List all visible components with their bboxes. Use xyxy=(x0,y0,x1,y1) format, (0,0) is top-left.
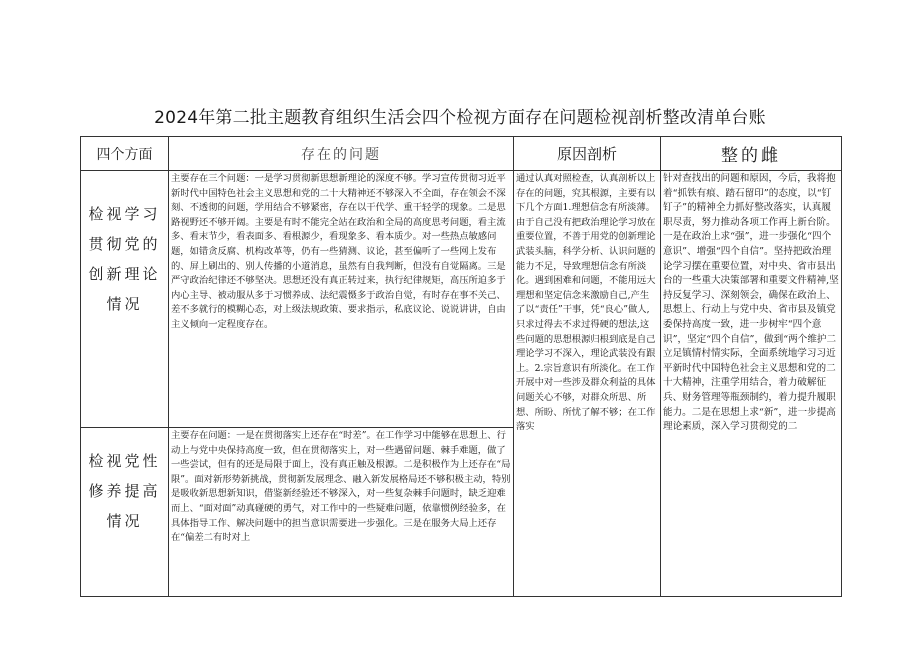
aspect-line: 检视党性 xyxy=(88,452,161,470)
issues-cell-study: 主要存在三个问题：一是学习贯彻新思想新理论的深度不够。学习宣传贯彻习近平新时代中国特色社会主义思想和党的二十大精神还不够深入不全面，存在领会不深刻、不透彻的问题，学用结合不够紧密，存在以干代学、重干轻学的现象。二是思路视野还不够开阔。主要是有时不能完全站在政治和全局的高度思考问题，看主流多、看末节少，看表面多、看根源少，看现象多、看本质少。对一些热点敏感问题，如错贪反腐、机构改革等，仍有一些猜测、议论，甚至偏听了一些网上发布的、屏上刷出的、别人传播的小道消息，虽然有自我判断，但没有自觉隔离。三是严守政治纪律还不够坚决。思想还没有真正转过来，执行纪律规矩，高压所迫多于内心主导、被动服从多于习惯养成、法纪震慑多于政治自觉，有时存在事不关己、差不多就行的模糊心态，对上级法规政策、要求指示，私底议论、说说讲讲，自由主义倾向一定程度存在。 xyxy=(169,171,514,428)
aspect-line: 情况 xyxy=(106,512,143,530)
aspect-line: 修养提高 xyxy=(88,482,161,500)
header-rectification: 整的雌 xyxy=(661,137,842,171)
rectification-table xyxy=(80,136,842,597)
header-aspect: 四个方面 xyxy=(81,137,169,171)
aspect-line: 检视学习 xyxy=(88,205,161,223)
aspect-cell-party-spirit xyxy=(81,428,169,597)
aspect-line: 贯彻党的 xyxy=(88,235,161,253)
table-row xyxy=(81,171,842,428)
header-row xyxy=(81,137,842,171)
aspect-line: 情况 xyxy=(106,295,143,313)
issues-cell-party-spirit: 主要存在问题：一是在贯彻落实上还存在“时差”。在工作学习中能够在思想上、行动上与党中央保持高度一致，但在贯彻落实上，对一些遇留问题、棘手难题，做了一些尝试，但有的还是局限于面上，没有真正触及根源。二是积极作为上还存在“局限”。面对新形势新挑战，贯彻新发展理念、融入新发展格局还不够积极主动，特别是吸收新思想新知识，借鉴新经验还不够深入，对一些复杂棘手问题时，缺乏迎难而上、“面对面”动真碰硬的勇气，对工作中的一些疑难问题，依靠惯例经验多，在具体指导工作、解决问题中的担当意识需要进一步强化。三是在服务大局上还存在“偏差二有时对上 xyxy=(169,428,514,597)
header-issues: 存在的问题 xyxy=(169,137,514,171)
aspect-cell-study xyxy=(81,171,169,428)
causes-cell: 通过认真对照检查，认真剖析以上存在的问题，究其根源，主要有以下几个方面1.理想信念有所淡薄。由于自己没有把政治理论学习放在重要位置，不善于用党的创新理论武装头脑，科学分析、认识问题的能力不足，导致理想信念有所淡化。遇到困难和问题，不能用远大理想和坚定信念来激励自己,产生了以“责任”干事，凭“良心”做人,只求过得去不求过得硬的想法,这些问题的思想根源归根到底是自己理论学习不深入，理论武装没有跟上。2.宗旨意识有所淡化。在工作开展中对一些涉及群众利益的具体问题关心不够，对群众所思、所想、所盼、所忧了解不够；在工作落实 xyxy=(514,171,661,597)
header-causes: 原因剖析 xyxy=(514,137,661,171)
aspect-line: 创新理论 xyxy=(88,265,161,283)
document-title: 2024年第二批主题教育组织生活会四个检视方面存在问题检视剖析整改清单台账 xyxy=(154,108,766,128)
rectification-cell: 针对查找出的问题和原因，今后，我将抱着“抓铁有痕、踏石留印”的态度，以“钉钉子”的精神全力抓好整改落实，认真履职尽责，努力推动各项工作再上新台阶。一是在政治上求“强”，进一步强化“四个意识”、增强“四个自信”。坚持把政治理论学习摆在重要位置，对中央、省市县出台的一些重大决策部署和重要文件精神,坚持反复学习、深刻领会，确保在政治上、思想上、行动上与党中央、省市县及镇党委保持高度一致，进一步树牢“四个意识”，坚定“四个自信”，做到“两个维护二立足镇情村情实际，全面系统地学习习近平新时代中国特色社会主义思想和党的二十大精神，注重学用结合，着力破解征兵、财务管理等瓶颈制约，着力提升履职能力。二是在思想上求“新”，进一步提高理论素质，深入学习贯彻党的二 xyxy=(661,171,842,597)
